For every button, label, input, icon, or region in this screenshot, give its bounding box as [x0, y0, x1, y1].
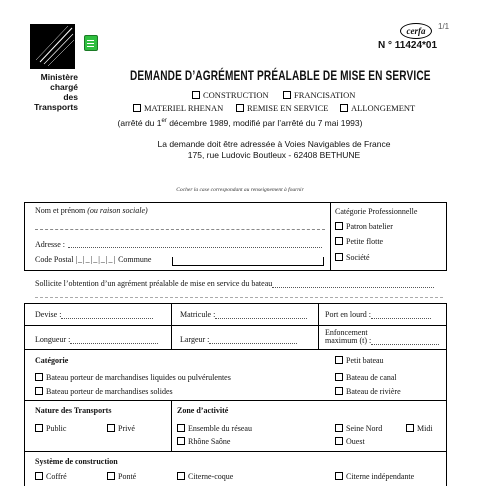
ministry-name: [18, 72, 78, 112]
ministry-line-3: des Transports: [34, 92, 78, 112]
ministry-logo: [30, 24, 75, 69]
checkbox-icon[interactable]: [236, 104, 244, 112]
row-divider: [24, 325, 446, 326]
instruction-text: Cocher la case correspondant au renseignement à fournir: [176, 187, 304, 193]
checkbox-icon[interactable]: [335, 222, 343, 230]
checkbox-icon[interactable]: [192, 91, 200, 99]
address-line-2: 175, rue Ludovic Boutleux - 62408 BETHUNE: [187, 150, 361, 160]
name-field[interactable]: [35, 229, 325, 230]
checkbox-icon[interactable]: [35, 373, 43, 381]
transport-public[interactable]: Public: [35, 424, 66, 433]
transport-title: Nature des Transports: [35, 406, 112, 415]
address-block: [0, 139, 480, 161]
zone-title: Zone d’activité: [177, 406, 229, 415]
category-patron-batelier[interactable]: Patron batelier: [335, 222, 393, 231]
checkbox-icon[interactable]: [35, 424, 43, 432]
zone-ensemble[interactable]: Ensemble du réseau: [177, 424, 252, 433]
category-title: Catégorie Professionnelle: [335, 207, 418, 216]
request-text: Sollicite l’obtention d’un agrément préalable de mise en service du bateau: [35, 279, 434, 288]
checkbox-icon[interactable]: [335, 387, 343, 395]
page-title: DEMANDE D’AGRÉMENT PRÉALABLE DE MISE EN SERVICE: [130, 67, 431, 83]
option-remise-en-service[interactable]: REMISE EN SERVICE: [236, 103, 329, 113]
row-divider: [24, 400, 446, 401]
transport-prive[interactable]: Privé: [107, 424, 135, 433]
name-label: Nom et prénom (ou raison sociale): [35, 206, 148, 215]
zone-seine-nord[interactable]: Seine Nord: [335, 424, 382, 433]
checkbox-icon[interactable]: [340, 104, 348, 112]
cerfa-logo: cerfa: [400, 23, 432, 39]
address-label: Adresse :: [35, 240, 65, 249]
option-francisation[interactable]: FRANCISATION: [283, 90, 355, 100]
systeme-ponte[interactable]: Ponté: [107, 472, 136, 481]
checkbox-icon[interactable]: [406, 424, 414, 432]
commune-field[interactable]: [172, 257, 324, 266]
enfoncement-field[interactable]: Enfoncement maximum (t) :: [325, 329, 439, 345]
devise-field[interactable]: Devise :: [35, 310, 153, 319]
categorie-solides[interactable]: Bateau porteur de marchandises solides: [35, 387, 173, 396]
checkbox-icon[interactable]: [335, 472, 343, 480]
col-divider: [171, 400, 172, 451]
categorie-petit-bateau[interactable]: Petit bateau: [335, 356, 384, 365]
systeme-citerne-independante[interactable]: Citerne indépendante: [335, 472, 414, 481]
categorie-canal[interactable]: Bateau de canal: [335, 373, 397, 382]
col-divider: [171, 303, 172, 349]
checkbox-icon[interactable]: [107, 424, 115, 432]
checkbox-icon[interactable]: [335, 253, 343, 261]
checkbox-icon[interactable]: [335, 237, 343, 245]
checkbox-icon[interactable]: [335, 424, 343, 432]
postal-code-field[interactable]: |_|_|_|_|_|: [75, 255, 117, 264]
checkbox-icon[interactable]: [35, 472, 43, 480]
categorie-riviere[interactable]: Bateau de rivière: [335, 387, 401, 396]
row-divider: [24, 451, 446, 452]
port-en-lourd-field[interactable]: Port en lourd :: [325, 310, 431, 319]
option-materiel-rhenan[interactable]: MATERIEL RHENAN: [133, 103, 223, 113]
category-petite-flotte[interactable]: Petite flotte: [335, 237, 383, 246]
checkbox-icon[interactable]: [107, 472, 115, 480]
decree-reference: (arrêté du 1er décembre 1989, modifié par l’arrêté du 7 mai 1993): [117, 118, 363, 128]
checkbox-icon[interactable]: [335, 356, 343, 364]
ministry-line-1: Ministère: [40, 72, 78, 82]
applicant-divider: [330, 202, 331, 270]
systeme-title: Système de construction: [35, 457, 118, 466]
categorie-title: Catégorie: [35, 356, 69, 365]
col-divider: [318, 303, 319, 349]
checkbox-icon[interactable]: [177, 437, 185, 445]
largeur-field[interactable]: Largeur :: [180, 335, 297, 344]
checkbox-icon[interactable]: [335, 373, 343, 381]
longueur-field[interactable]: Longueur :: [35, 335, 158, 344]
checkbox-icon[interactable]: [35, 387, 43, 395]
checkbox-icon[interactable]: [283, 91, 291, 99]
page-indicator: 1/1: [438, 22, 450, 31]
option-allongement[interactable]: ALLONGEMENT: [340, 103, 415, 113]
zone-midi[interactable]: Midi: [406, 424, 433, 433]
checkbox-icon[interactable]: [177, 472, 185, 480]
address-field[interactable]: [68, 247, 322, 248]
systeme-citerne-coque[interactable]: Citerne-coque: [177, 472, 233, 481]
zone-rhone-saone[interactable]: Rhône Saône: [177, 437, 230, 446]
matricule-field[interactable]: Matricule :: [180, 310, 307, 319]
checkbox-icon[interactable]: [177, 424, 185, 432]
category-societe[interactable]: Société: [335, 253, 370, 262]
postal-row: Code Postal |_|_|_|_|_| Commune: [35, 255, 152, 264]
systeme-coffre[interactable]: Coffré: [35, 472, 67, 481]
ministry-line-2: chargé: [50, 82, 78, 92]
checkbox-icon[interactable]: [335, 437, 343, 445]
row-divider: [24, 349, 446, 350]
categorie-liquides[interactable]: Bateau porteur de marchandises liquides ou pulvérulentes: [35, 373, 231, 382]
zone-ouest[interactable]: Ouest: [335, 437, 365, 446]
form-number: N ° 11424*01: [378, 40, 438, 51]
logo-streaks-icon: [30, 24, 75, 69]
address-line-1: La demande doit être adressée à Voies Navigables de France: [157, 139, 391, 149]
checkbox-icon[interactable]: [133, 104, 141, 112]
document-icon[interactable]: [84, 35, 98, 51]
option-construction[interactable]: CONSTRUCTION: [192, 90, 269, 100]
request-field[interactable]: [35, 297, 443, 298]
